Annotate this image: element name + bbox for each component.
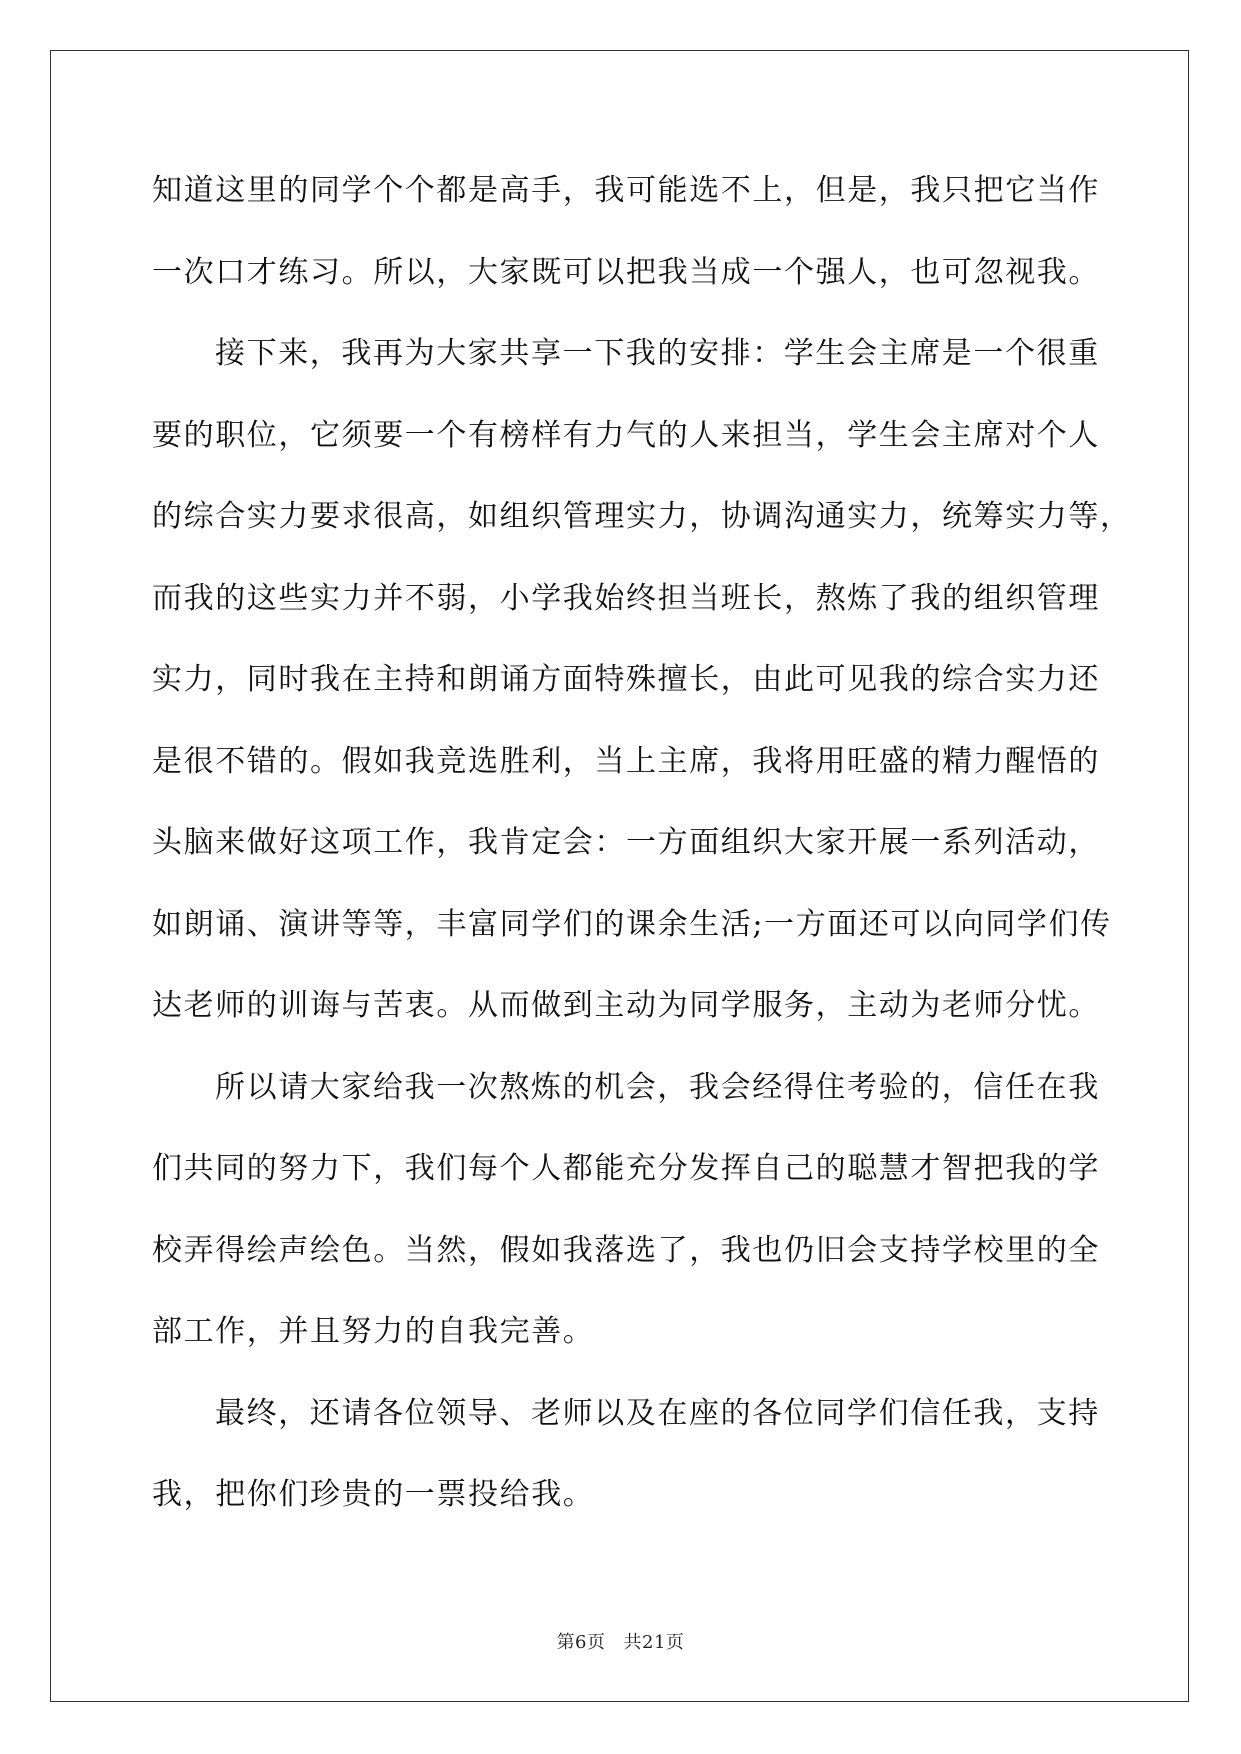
text-line: 我，把你们珍贵的一票投给我。 [152,1477,595,1512]
text-line: 实力，同时我在主持和朗诵方面特殊擅长，由此可见我的综合实力还 [152,662,1100,697]
text-line: 知道这里的同学个个都是高手，我可能选不上，但是，我只把它当作 [152,173,1100,208]
text-line: 们共同的努力下，我们每个人都能充分发挥自己的聪慧才智把我的学 [152,1151,1100,1186]
text-line: 最终，还请各位领导、老师以及在座的各位同学们信任我，支持 [215,1395,1100,1431]
text-line: 校弄得绘声绘色。当然，假如我落选了，我也仍旧会支持学校里的全 [152,1232,1100,1268]
text-line: 而我的这些实力并不弱，小学我始终担当班长，熬炼了我的组织管理 [152,580,1100,616]
page-footer [0,1628,1241,1654]
page-number: 第6页 [556,1632,606,1653]
text-line: 的综合实力要求很高，如组织管理实力，协调沟通实力，统筹实力等， [152,499,1132,534]
text-line: 接下来，我再为大家共享一下我的安排：学生会主席是一个很重 [215,336,1100,371]
text-line: 要的职位，它须要一个有榜样有力气的人来担当，学生会主席对个人 [152,417,1100,453]
document-body [152,165,1132,1551]
text-line: 所以请大家给我一次熬炼的机会，我会经得住考验的，信任在我 [215,1069,1100,1105]
text-line: 部工作，并且努力的自我完善。 [152,1314,595,1349]
text-line: 是很不错的。假如我竞选胜利，当上主席，我将用旺盛的精力醒悟的 [152,743,1100,779]
text-line: 一次口才练习。所以，大家既可以把我当成一个强人，也可忽视我。 [152,254,1100,290]
text-line: 如朗诵、演讲等等，丰富同学们的课余生活;一方面还可以向同学们传 [152,906,1112,942]
page-total: 共21页 [623,1632,685,1653]
text-line: 达老师的训诲与苦衷。从而做到主动为同学服务，主动为老师分忧。 [152,988,1100,1023]
text-line: 头脑来做好这项工作，我肯定会：一方面组织大家开展一系列活动， [152,825,1100,860]
